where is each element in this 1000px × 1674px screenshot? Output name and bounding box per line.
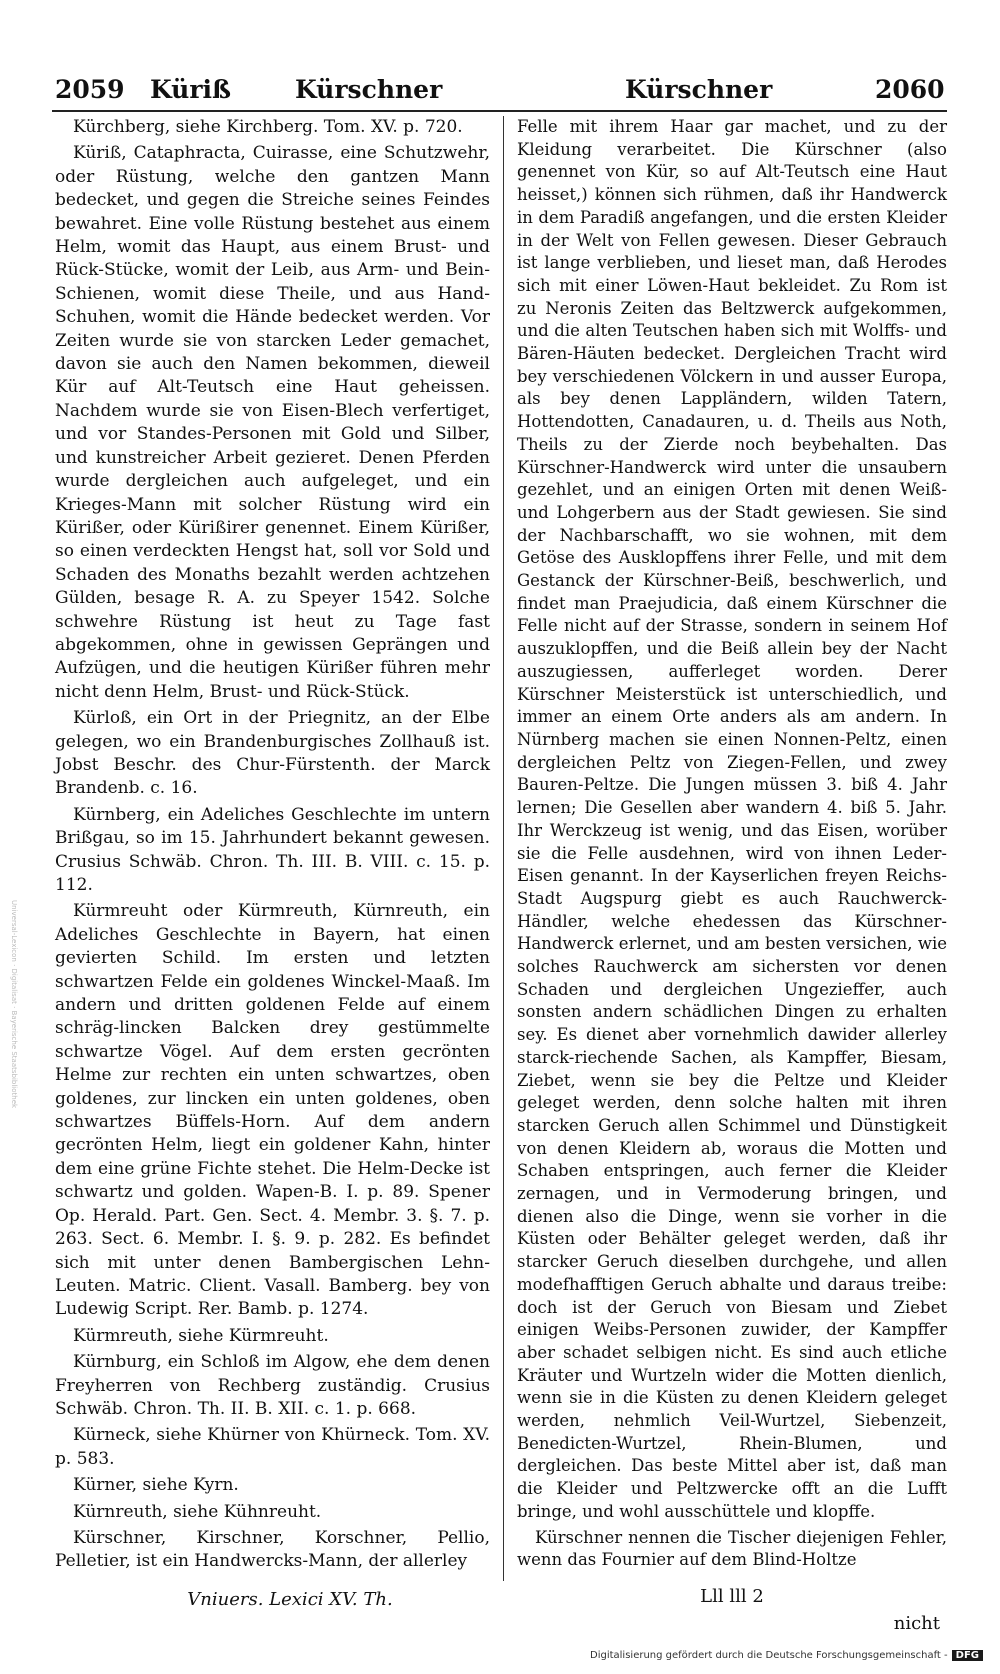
digitization-credit [590, 1650, 979, 1661]
entry-kuernreuth: Kürnreuth, siehe Kühnreuht. [73, 1501, 322, 1522]
entry-kuerner: Kürner, siehe Kyrn. [73, 1475, 239, 1496]
dfg-logo: DFG [952, 1650, 983, 1661]
entry-kuerisz: Küriß, Cataphracta, Cuirasse, eine Schutzwehr, oder Rüstung, welche den gantzen Mann bedecket, und gegen die Streiche seines Feindes bewahret. Eine volle Rüstung bestehet aus einem Helm, womit das Haupt, aus einem Brust- und Rück-Stücke, womit der Leib, aus Arm- und Bein-Schienen, womit diese Theile, und aus Hand-Schuhen, womit die Hände bedecket werden. Vor Zeiten wurde sie von starcken Leder gemachet, davon sie auch den Namen bekommen, dieweil Kür auf Alt-Teutsch eine Haut geheissen. Nachdem wurde sie von Eisen-Blech verfertiget, und vor Standes-Personen mit Gold und Silber, und kunstreicher Arbeit gezieret. Denen Pferden wurde dergleichen auch aufgeleget, und ein Krieges-Mann mit solcher Rüstung wird ein Kürißer, oder Kürißirer genennet. Einem Kürißer, so einen verdeckten Hengst hat, soll vor Sold und Schaden des Monaths bezahlt werden achtzehen Gülden, besage R. A. zu Speyer 1542. Solche schwehre Rüstung ist heut zu Tage fast abgekommen, ohne in gewissen Geprängen und Aufzügen, und die heutigen Kürißer führen mehr nicht denn Helm, Brust- und Rück-Stück. [55, 143, 490, 702]
entry-kuerschner-continued: Felle mit ihrem Haar gar machet, und zu der Kleidung verarbeitet. Die Kürschner (also genennet von Kür, so auf Alt-Teutsch eine Haut heisset,) können sich rühmen, daß ihr Handwerck in dem Paradiß angefangen, und die ersten Kleider in der Welt von Fellen gewesen. Dieser Gebrauch ist lange verblieben, und lieset man, daß Herodes sich mit einer Löwen-Haut bekleidet. Zu Rom ist zu Neronis Zeiten das Beltzwerck aufgekommen, und die alten Teutschen haben sich mit Wolffs- und Bären-Häuten bedecket. Dergleichen Tracht wird bey verschiedenen Völckern in und ausser Europa, als bey denen Lappländern, wilden Tatern, Hottendotten, Canadauren, u. d. Theils aus Noth, Theils zu der Zierde noch beybehalten. Das Kürschner-Handwerck wird unter die unsaubern gezehlet, und an einigen Orten mit denen Weiß- und Lohgerbern aus der Stadt gewiesen. Sie sind der Nachbarschafft, wo sie wohnen, mit dem Getöse des Ausklopffens ihrer Felle, und mit dem Gestanck der Kürschner-Beiß, beschwerlich, und findet man Praejudicia, daß einem Kürschner die Felle nicht auf der Strasse, sondern in seinem Hof auszuklopffen, und die Beiß allein bey der Nacht auszugiessen, aufferleget worden. Derer Kürschner Meisterstück ist unterschiedlich, und immer an einem Orte anders als am andern. In Nürnberg machen sie einen Nonnen-Peltz, einen dergleichen Peltz von Ziegen-Fellen, und zwey Bauren-Peltze. Die Jungen müssen 3. biß 4. Jahr lernen; Die Gesellen aber wandern 4. biß 5. Jahr. Ihr Werckzeug ist wenig, und das Eisen, worüber sie die Felle ausdehnen, wird von ihnen Leder-Eisen genannt. In der Kayserlichen freyen Reichs-Stadt Augspurg giebt es auch Rauchwerck-Händler, welche ehedessen das Kürschner-Handwerck erlernet, und am besten versichen, wie solches Rauchwerck am sichersten vor denen Schaden und dergleichen Ungezieffer, auch sonsten andern schädlichen Dingen zu erhalten sey. Es dienet aber vornehmlich dawider allerley starck-riechende Sachen, als Kampffer, Biesam, Ziebet, wenn sie bey die Peltze und Kleider geleget werden, denn solche halten mit ihren starcken Geruch allen Schimmel und Dünstigkeit von denen Kleidern ab, woraus die Motten und Schaben entspringen, auch ferner die Kleider zernagen, und in Vermoderung bringen, und dienen also die Dinge, wenn sie vorher in die Küsten oder Behälter geleget werden, daß ihr starcker Geruch dieselben durchgehe, und allen modefhafftigen Geruch abhalte und daraus treibe: doch ist der Geruch von Biesam und Ziebet einigen Weibs-Personen zuwider, der Kampffer aber schadet selbigen nicht. Es sind auch etliche Kräuter und Wurtzeln wider die Motten dienlich, wenn sie in die Küsten zu denen Kleidern geleget werden, nehmlich Veil-Wurtzel, Siebenzeit, Benedicten-Wurtzel, Rhein-Blumen, und dergleichen. Das beste Mittel aber ist, daß man die Kleider und Peltzwercke offt an die Lufft bringe, und wohl ausschüttele und klopffe. [517, 117, 947, 1521]
entry-kuernberg: Kürnberg, ein Adeliches Geschlechte im untern Brißgau, so im 15. Jahrhundert bekannt gewesen. Crusius Schwäb. Chron. Th. III. B. VIII. c. 15. p. 112. [55, 804, 490, 895]
header-rule [52, 110, 947, 112]
running-head-right: Kürschner [625, 75, 773, 104]
entry-kuermreuth: Kürmreuth, siehe Kürmreuht. [73, 1325, 329, 1346]
page-number-left: 2059 [55, 75, 125, 104]
entry-kuerschner-tischler: Kürschner nennen die Tischer diejenigen Fehler, wenn das Fournier auf dem Blind-Holtze [517, 1527, 947, 1570]
entry-kuermreuht: Kürmreuht oder Kürmreuth, Kürnreuth, ein Adeliches Geschlechte in Bayern, hat einen gevierten Schild. Im ersten und letzten schwartzen Felde ein goldenes Winckel-Maaß. Im andern und dritten goldenen Felde auf einem schräg-lincken Balcken drey gestümmelte schwartze Vögel. Auf dem ersten gecrönten Helme zur rechten ein unten schwartzes, oben goldenes, zur lincken ein unten goldenes, oben schwartzes Büffels-Horn. Auf dem andern gecrönten Helm, liegt ein goldener Kahn, hinter dem eine grüne Fichte stehet. Die Helm-Decke ist schwartz und golden. Wapen-B. I. p. 89. Spener Op. Herald. Part. Gen. Sect. 4. Membr. 3. §. 7. p. 263. Sect. 6. Membr. I. §. 9. p. 282. Es befindet sich mit unter denen Bambergischen Lehn-Leuten. Matric. Client. Vasall. Bamberg. bey von Ludewig Script. Rer. Bamb. p. 1274. [55, 901, 490, 1320]
page-header [55, 75, 945, 111]
side-margin-label: Universal-Lexicon · Digitalisat · Bayerische Staatsbibliothek [10, 900, 18, 1109]
column-divider [503, 116, 504, 1581]
left-column [55, 116, 490, 1574]
entry-kuerneck: Kürneck, siehe Khürner von Khürneck. Tom. XV. p. 583. [55, 1425, 490, 1469]
right-column [517, 116, 947, 1572]
entry-kuerschner: Kürschner, Kirschner, Korschner, Pellio, Pelletier, ist ein Handwercks-Mann, der allerley [55, 1527, 490, 1572]
credit-text: Digitalisierung gefördert durch die Deutsche Forschungsgemeinschaft - [590, 1650, 948, 1661]
side-margin-text [8, 900, 18, 1660]
signature-left: Vniuers. Lexici XV. Th. [187, 1589, 393, 1610]
entry-kuernburg: Kürnburg, ein Schloß im Algow, ehe dem denen Freyherren von Rechberg zuständig. Crusius Schwäb. Chron. Th. II. B. XII. c. 1. p. 668. [55, 1352, 490, 1419]
entry-kuerlosz: Kürloß, ein Ort in der Priegnitz, an der Elbe gelegen, wo ein Brandenburgisches Zollhauß ist. Jobst Beschr. des Chur-Fürstenth. der Marck Brandenb. c. 16. [55, 708, 490, 799]
catchword: nicht [893, 1613, 940, 1634]
signature-right: Lll lll 2 [700, 1586, 764, 1607]
page-number-right: 2060 [875, 75, 945, 104]
running-head-left-2: Kürschner [295, 75, 443, 104]
entry-kuerchberg: Kürchberg, siehe Kirchberg. Tom. XV. p. 720. [73, 117, 463, 137]
running-head-left-1: Küriß [150, 75, 232, 104]
